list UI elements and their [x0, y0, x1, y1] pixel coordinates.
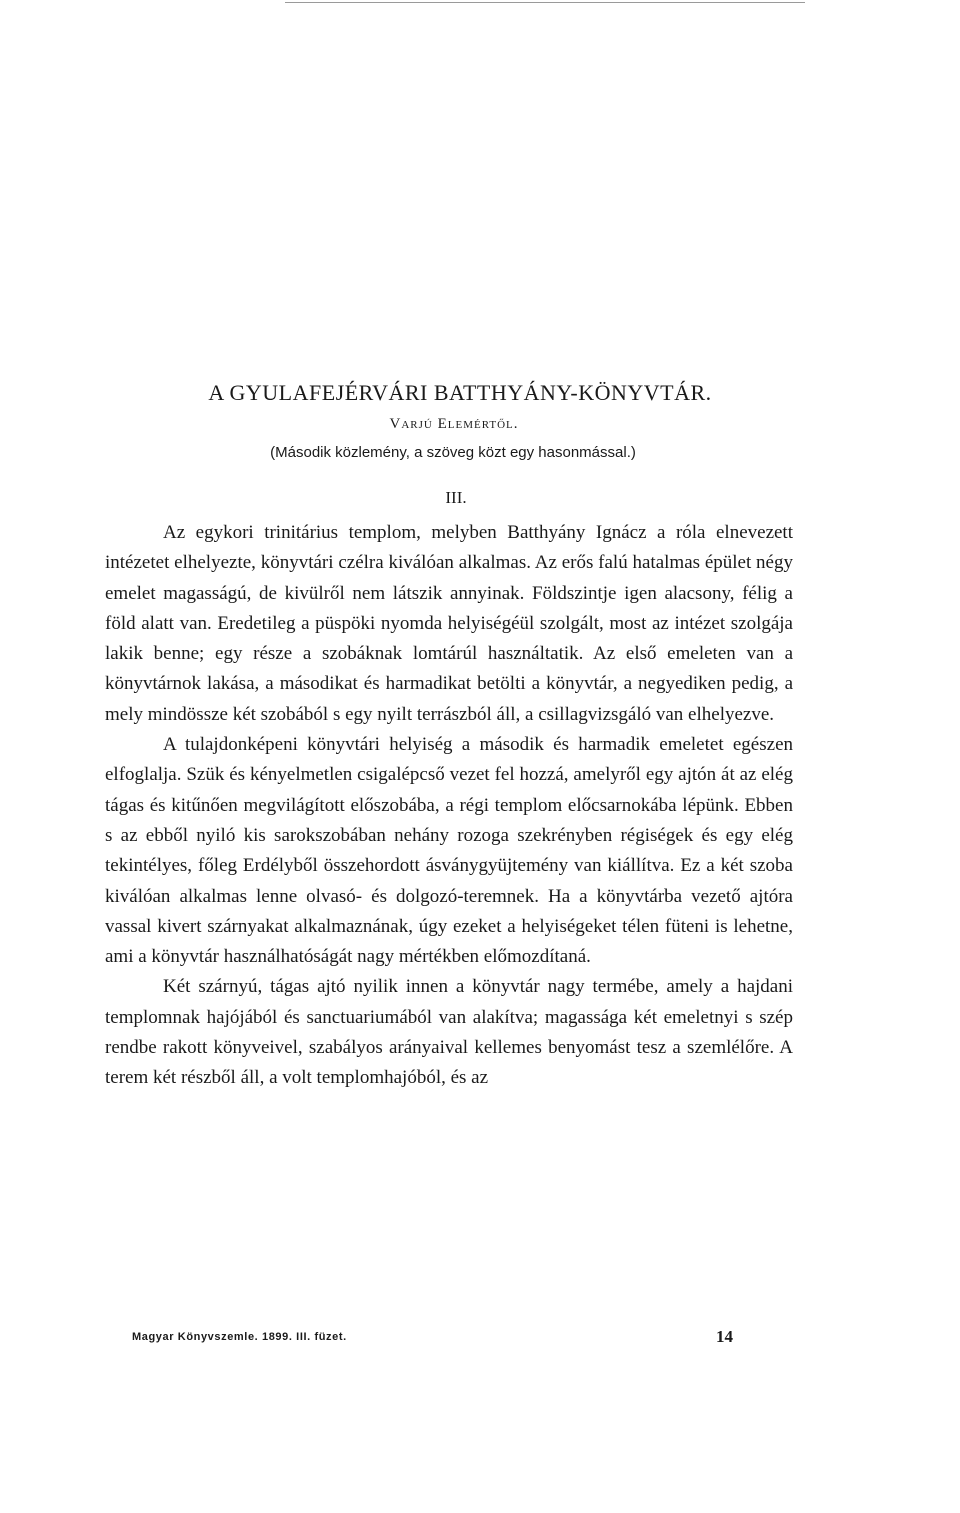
sheet-number: 14	[716, 1327, 733, 1346]
page-body	[105, 376, 793, 1094]
top-rule	[285, 2, 805, 3]
section-number: III.	[445, 488, 467, 507]
paragraph-1: Az egykori trinitárius templom, melyben Batthyány Ignácz a róla elnevezett intézetet elhelyezte, könyvtári czélra kiválóan alkalmas. Az erős falú hatalmas épület négy emelet magasságú, de kivülről nem látszik annyinak. Földszintje igen alacsony, félig a föld alatt van. Eredetileg a püspöki nyomda helyiségéül szolgált, most az intézet szolgája lakik benne; egy része a szobáknak lomtárúl használtatik. Az első emeleten van a könyvtárnok lakása, a másodikat és harmadikat betölti a könyvtár, a negyediken pedig, a mely mindössze két szobából s egy nyilt terrászból áll, a csillagvizsgáló van elhelyezve.	[105, 522, 793, 725]
page-footer	[132, 1326, 732, 1348]
article-author: Varjú Elemértől.	[389, 416, 519, 432]
article-subtitle: (Második közlemény, a szöveg közt egy hasonmással.)	[270, 444, 636, 461]
article-title: A GYULAFEJÉRVÁRI BATTHYÁNY-KÖNYVTÁR.	[208, 380, 712, 405]
paragraph-2: A tulajdonképeni könyvtári helyiség a második és harmadik emeletet egészen elfoglalja. Szük és kényelmetlen csigalépcső vezet fel hozzá, amelyről egy ajtón át az elég tágas és kitűnően megvilágított előszobába, a régi templom előcsarnokába lépünk. Ebben s az ebből nyiló kis sarokszobában nehány rozoga szekrényben régiségek és egy elég tekintélyes, főleg Erdélyből összehordott ásványgyüjtemény van kiállítva. Ez a két szoba kiválóan alkalmas lenne olvasó- és dolgozó-teremnek. Ha a könyvtárba vezető ajtóra vassal kivert szárnyakat alkalmaznának, úgy ezeket a helyiségeket télen füteni is lehetne, ami a könyvtár használhatóságát nagy mértékben előmozdítaná.	[105, 734, 793, 968]
paragraph-3: Két szárnyú, tágas ajtó nyilik innen a könyvtár nagy termébe, amely a hajdani templomnak hajójából és sanctuariumából van alakítva; magassága két emeletnyi s szép rendbe rakott könyveivel, szabályos arányaival kellemes benyomást tesz a szemlélőre. A terem két részből áll, a volt templomhajóból, és az	[105, 976, 793, 1089]
journal-signature: Magyar Könyvszemle. 1899. III. füzet.	[132, 1331, 347, 1343]
